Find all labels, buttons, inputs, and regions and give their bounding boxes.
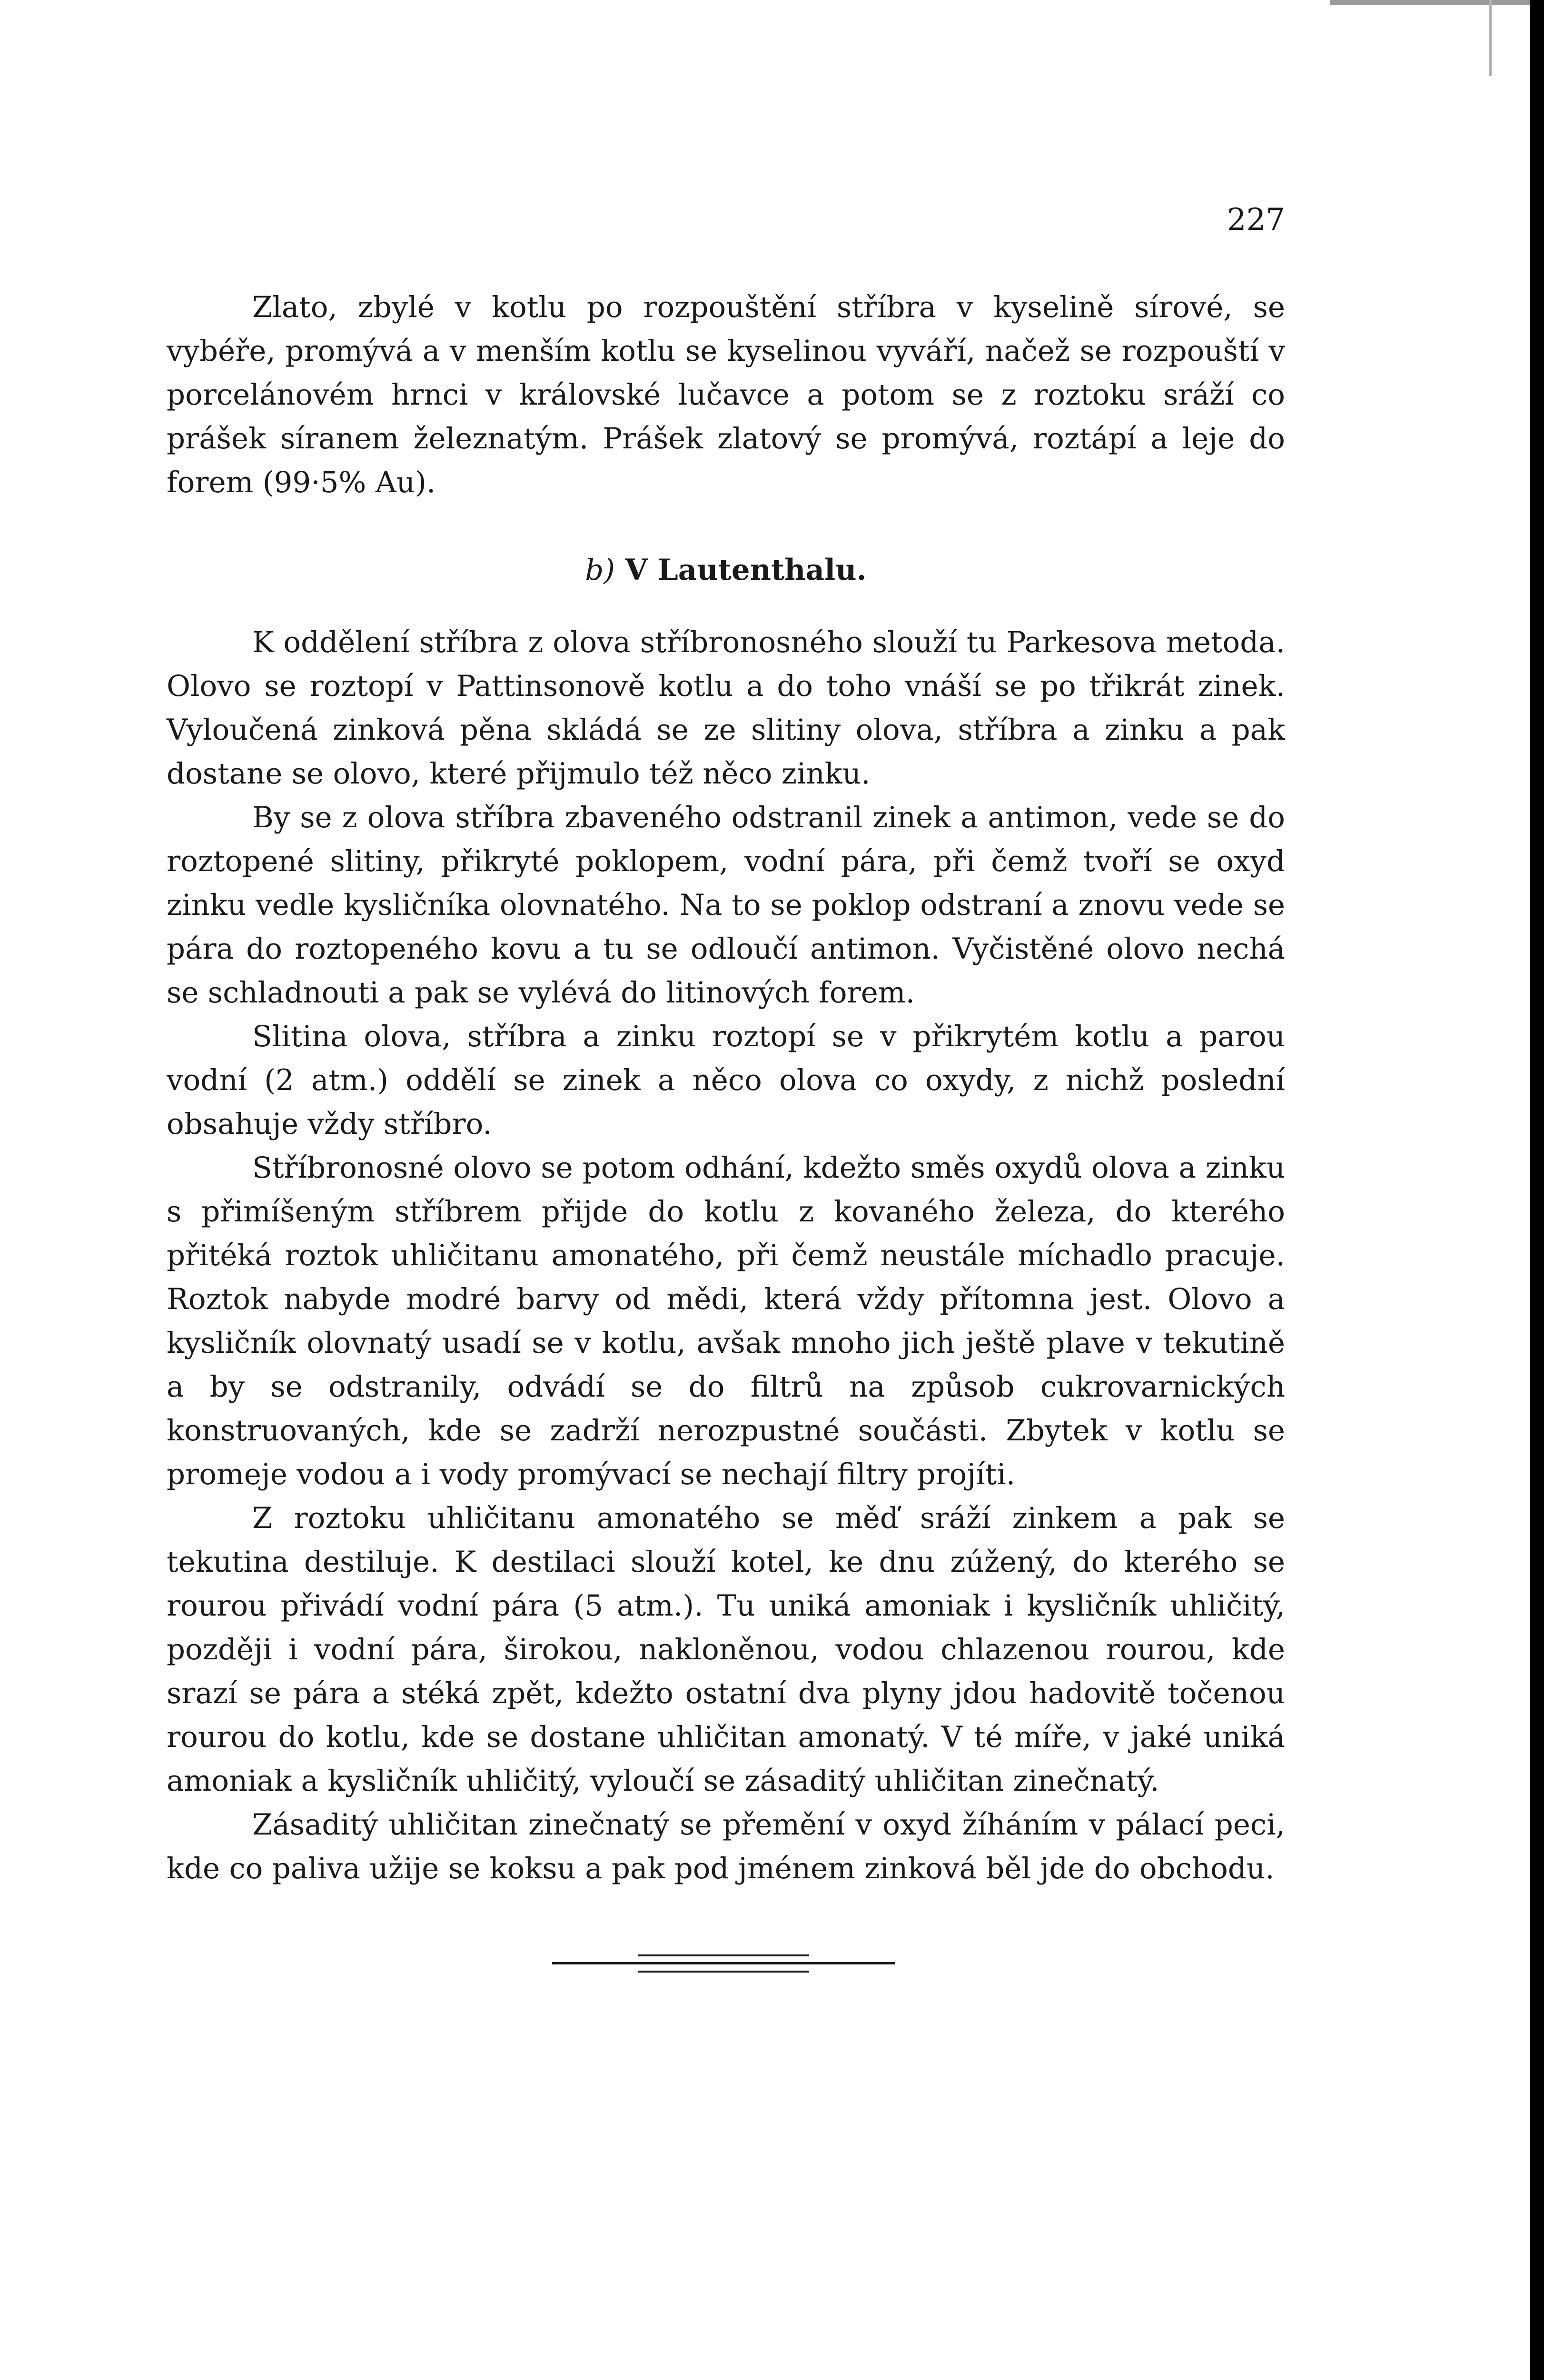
paragraph-parkes: K oddělení stříbra z olova stříbronosného slouží tu Parkesova metoda. Olovo se roztopí v Pattinsonově kotlu a do toho vnáší se po třikrát zinek. Vyloučená zinková pěna skládá se ze slitiny olova, stříbra a zinku a pak dostane se olovo, které přijmulo též něco zinku. bbox=[167, 625, 1285, 791]
section-marker: b) bbox=[585, 553, 615, 587]
paragraph-distillation: Z roztoku uhličitanu amonatého se měď sráží zinkem a pak se tekutina destiluje. K destilaci slouží kotel, ke dnu zúžený, do kterého se rourou přivádí vodní pára (5 atm.). Tu uniká amoniak i kysličník uhličitý, později i vodní pára, širokou, nakloněnou, vodou chlazenou rourou, kde srazí se pára a stéká zpět, kdežto ostatní dva plyny jdou hadovitě točenou rourou do kotlu, kde se dostane uhličitan amonatý. V té míře, v jaké uniká amoniak a kysličník uhličitý, vyloučí se zásaditý uhličitan zinečnatý. bbox=[167, 1501, 1285, 1798]
paragraph-zinc-removal: By se z olova stříbra zbaveného odstranil zinek a antimon, vede se do roztopené slitiny, přikryté poklopem, vodní pára, při čemž tvoří se oxyd zinku vedle kysličníka olovnatého. Na to se poklop odstraní a znovu vede se pára do roztopeného kovu a tu se odloučí antimon. Vyčistěné olovo nechá se schladnouti a pak se vylévá do litinových forem. bbox=[167, 801, 1285, 1010]
section-title: V Lautenthalu. bbox=[625, 553, 867, 587]
ornament-line bbox=[638, 1971, 809, 1973]
paragraph-silver-lead: Stříbronosné olovo se potom odhání, kdežto směs oxydů olova a zinku s přimíšeným stříbrem přijde do kotlu z kovaného železa, do kterého přitéká roztok uhličitanu amonatého, při čemž neustále míchadlo pracuje. Roztok nabyde modré barvy od mědi, která vždy přítomna jest. Olovo a kysličník olovnatý usadí se v kotlu, avšak mnoho jich ještě plave v tekutině a by se odstranily, odvádí se do filtrů na způsob cukrovarnických konstruovaných, kde se zadrží nerozpustné součásti. Zbytek v kotlu se promeje vodou a i vody promývací se nechají filtry projíti. bbox=[167, 1151, 1285, 1491]
ornament-line bbox=[638, 1954, 809, 1956]
page-number: 227 bbox=[1227, 202, 1285, 238]
paragraph-zinc-white: Zásaditý uhličitan zinečnatý se přemění v oxyd žíháním v pálací peci, kde co paliva užije se koksu a pak pod jménem zinková běl jde do obchodu. bbox=[167, 1808, 1285, 1885]
ornament-line bbox=[552, 1962, 895, 1964]
scan-edge-right bbox=[1530, 0, 1544, 2380]
scan-edge-mark bbox=[1489, 0, 1492, 76]
body-text bbox=[167, 286, 1285, 1891]
paragraph-gold: Zlato, zbylé v kotlu po rozpouštění stříbra v kyselině sírové, se vybéře, promývá a v menším kotlu se kyselinou vyváří, načež se rozpouští v porcelánovém hrnci v královské lučavce a potom se z roztoku sráží co prášek síranem železnatým. Prášek zlatový se promývá, roztápí a leje do forem (99·5% Au). bbox=[167, 290, 1285, 499]
section-heading bbox=[167, 548, 1285, 592]
scan-edge-top bbox=[1330, 0, 1530, 5]
paragraph-alloy: Slitina olova, stříbra a zinku roztopí se v přikrytém kotlu a parou vodní (2 atm.) oddělí se zinek a něco olova co oxydy, z nichž poslední obsahuje vždy stříbro. bbox=[167, 1020, 1285, 1141]
